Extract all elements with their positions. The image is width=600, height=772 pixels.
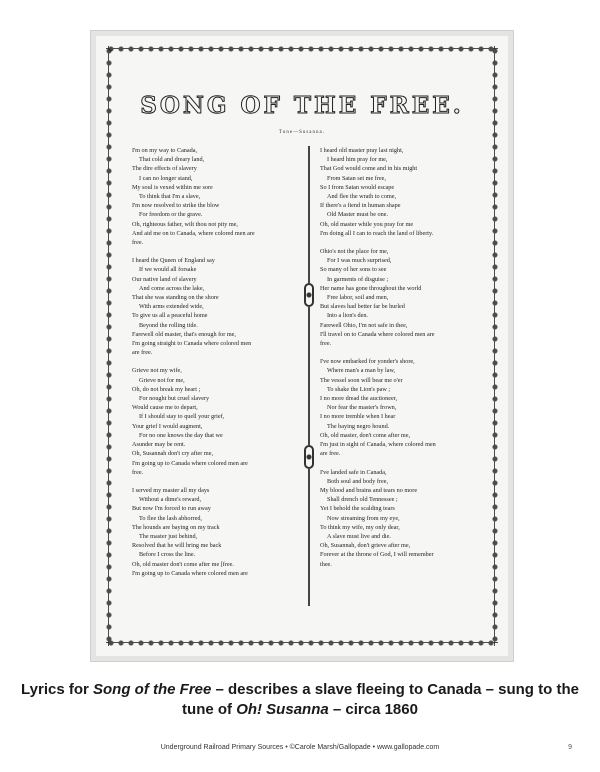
caption-prefix: Lyrics for [21, 681, 93, 698]
lyric-line: I'm going up to Canada where colored men are [132, 459, 248, 467]
lyric-line: Without a dime's reward, [139, 496, 202, 504]
page-number: 9 [568, 744, 572, 751]
lyric-line: That God would come and in his might [320, 165, 418, 173]
lyric-line: Resolved that he will bring me back [132, 542, 222, 550]
lyric-line: I'm on my way to Canada, [132, 147, 198, 154]
broadside-tune: Tune—Susanna. [278, 130, 325, 135]
lyric-line: I can no longer stand, [139, 174, 193, 182]
lyric-line: If I should stay to quell your grief, [139, 413, 225, 421]
lyric-line: If there's a fiend in human shape [320, 202, 401, 210]
stanza [320, 247, 496, 348]
lyric-line: I heard the Queen of England say [132, 257, 215, 265]
lyrics-left-column [132, 146, 308, 587]
lyric-line: free. [320, 340, 332, 348]
lyric-line: If we would all forsake [139, 266, 197, 274]
image-caption [20, 680, 580, 720]
lyric-line: The dire effects of slavery [132, 165, 197, 173]
stanza [132, 256, 308, 357]
lyric-line: Beyond the rolling tide. [139, 321, 198, 329]
lyric-line: To shake the Lion's paw ; [327, 385, 391, 393]
lyric-line: Farewell old master, that's enough for me, [132, 330, 236, 338]
stanza [132, 486, 308, 578]
lyric-line: Oh, old master don't come after me [free. [132, 560, 234, 568]
lyric-line: For I was much surprised, [327, 257, 392, 265]
caption-middle: – describes a slave fleeing to Canada – sung to the tune of [182, 681, 579, 718]
lyric-line: I served my master all my days [132, 486, 210, 494]
lyric-line: My soul is vexed within me sore [132, 183, 213, 191]
lyric-line: With arms extended wide, [139, 303, 204, 311]
lyric-line: In garments of disguise ; [327, 275, 389, 283]
lyric-line: Our native land of slavery [132, 275, 197, 283]
lyric-line: Forever at the throne of God, I will remember [320, 551, 434, 559]
lyric-line: But now I'm forced to run away [132, 505, 211, 513]
caption-tune-title: Oh! Susanna [236, 701, 329, 718]
lyric-line: That she was standing on the shore [132, 294, 219, 302]
lyric-line: And flee the wrath to come, [327, 193, 397, 201]
lyric-line: So I from Satan would escape [320, 183, 395, 191]
lyric-line: Grieve not my wife, [132, 367, 182, 375]
stanza [132, 366, 308, 476]
lyric-line: Asunder may be rent. [132, 441, 186, 449]
lyrics-right-column [320, 146, 496, 578]
page-footer: Underground Railroad Primary Sources • ©Carole Marsh/Gallopade • www.gallopade.com [160, 744, 440, 751]
lyric-line: I'm going straight to Canada where colored men [132, 340, 252, 348]
lyric-line: Both soul and body free, [327, 477, 389, 485]
lyric-line: I've landed safe in Canada, [320, 468, 387, 476]
lyric-line: I no more dread the auctioneer, [320, 395, 398, 403]
lyric-line: I've now embarked for yonder's shore, [320, 358, 415, 366]
lyric-line: Into a lion's den. [327, 312, 368, 320]
lyric-line: The hounds are baying on my track [132, 523, 220, 531]
broadside-scan [90, 30, 514, 662]
caption-song-title: Song of the Free [93, 681, 212, 698]
ornamental-border-left [104, 46, 114, 646]
stanza [320, 357, 496, 458]
lyric-line: For nought but cruel slavery [139, 395, 210, 403]
lyric-line: Grieve not for me, [139, 376, 185, 384]
lyric-line: Free labor, soil and men, [327, 294, 389, 302]
lyric-line: Before I cross the line. [139, 551, 196, 559]
lyric-line: And aid me on to Canada, where colored men are [132, 229, 255, 237]
lyric-line: A slave must live and die. [327, 532, 391, 540]
lyric-line: Oh, old master, don't come after me, [320, 431, 411, 439]
lyric-line: For no one knows the day that we [139, 431, 223, 439]
lyric-line: To think my wife, my only dear, [320, 523, 400, 531]
ornamental-border-bottom [106, 638, 498, 648]
lyric-line: And come across the lake, [139, 284, 205, 292]
lyric-line: Shall drench old Tennessee ; [327, 496, 398, 504]
lyric-line: I'm doing all I can to reach the land of liberty. [320, 229, 434, 237]
lyric-line: Oh, righteous father, wilt thou not pity me, [132, 220, 238, 228]
lyric-line: That cold and dreary land, [139, 156, 205, 164]
lyric-line: To flee the lash abhorred, [139, 514, 202, 522]
broadside-sheet [96, 36, 508, 656]
stanza [132, 146, 308, 247]
lyric-line: The vessel soon will bear me o'er [320, 376, 403, 384]
lyric-line: Your grief I would augment, [132, 422, 203, 430]
lyric-line: Oh, Susannah, don't grieve after me, [320, 542, 411, 550]
lyric-line: Nor fear the master's frown, [327, 404, 397, 412]
lyric-line: To think that I'm a slave, [139, 193, 201, 201]
lyric-line: free. [132, 239, 144, 247]
stanza [320, 468, 496, 569]
lyric-line: The master just behind, [139, 532, 198, 540]
lyric-line: Yet I behold the scalding tears [320, 505, 395, 513]
lyric-line: I'll travel on to Canada where colored men are [320, 330, 435, 338]
broadside-title: SONG OF THE FREE. [140, 92, 464, 119]
lyric-line: I heard him pray for me, [327, 156, 388, 164]
lyric-line: I heard old master pray last night, [320, 147, 404, 154]
lyric-line: are free. [320, 450, 341, 458]
lyric-line: Oh, Susannah don't cry after me, [132, 450, 214, 458]
lyric-line: free. [132, 468, 144, 476]
lyric-line: So many of her sons to see [320, 266, 387, 274]
lyric-line: I'm going up to Canada where colored men are [132, 569, 248, 577]
lyric-line: Farewell Ohio, I'm not safe in thee, [320, 321, 408, 329]
lyric-line: Oh, do not break my heart ; [132, 385, 201, 393]
lyric-line: The baying negro hound. [327, 422, 390, 430]
lyric-line: For freedom or the grave. [139, 211, 203, 219]
lyric-line: Would cause me to depart, [132, 404, 198, 412]
lyric-line: To give us all a peaceful home [132, 312, 208, 320]
lyric-line: I'm just in sight of Canada, where colored men [320, 441, 436, 449]
lyric-line: But slaves had better far be hurled [320, 303, 405, 311]
lyric-line: I'm now resolved to strike the blow [132, 202, 220, 210]
stanza [320, 146, 496, 238]
lyric-line: Ohio's not the place for me, [320, 248, 389, 256]
lyric-line: I no more tremble when I hear [320, 413, 396, 421]
lyric-line: Old Master must be one. [327, 211, 389, 219]
lyric-line: Now streaming from my eye, [327, 514, 400, 522]
ornamental-border-top [106, 44, 498, 54]
caption-suffix: – circa 1860 [328, 701, 418, 718]
lyric-line: My blood and brains and tears no more [320, 486, 418, 494]
lyric-line: Oh, old master while you pray for me [320, 220, 414, 228]
lyric-line: are free. [132, 349, 153, 357]
lyric-line: Her name has gone throughout the world [320, 284, 422, 292]
lyric-line: Where man's a man by law, [327, 367, 396, 375]
lyric-line: From Satan set me free, [327, 174, 386, 182]
lyric-line: thee. [320, 560, 332, 568]
